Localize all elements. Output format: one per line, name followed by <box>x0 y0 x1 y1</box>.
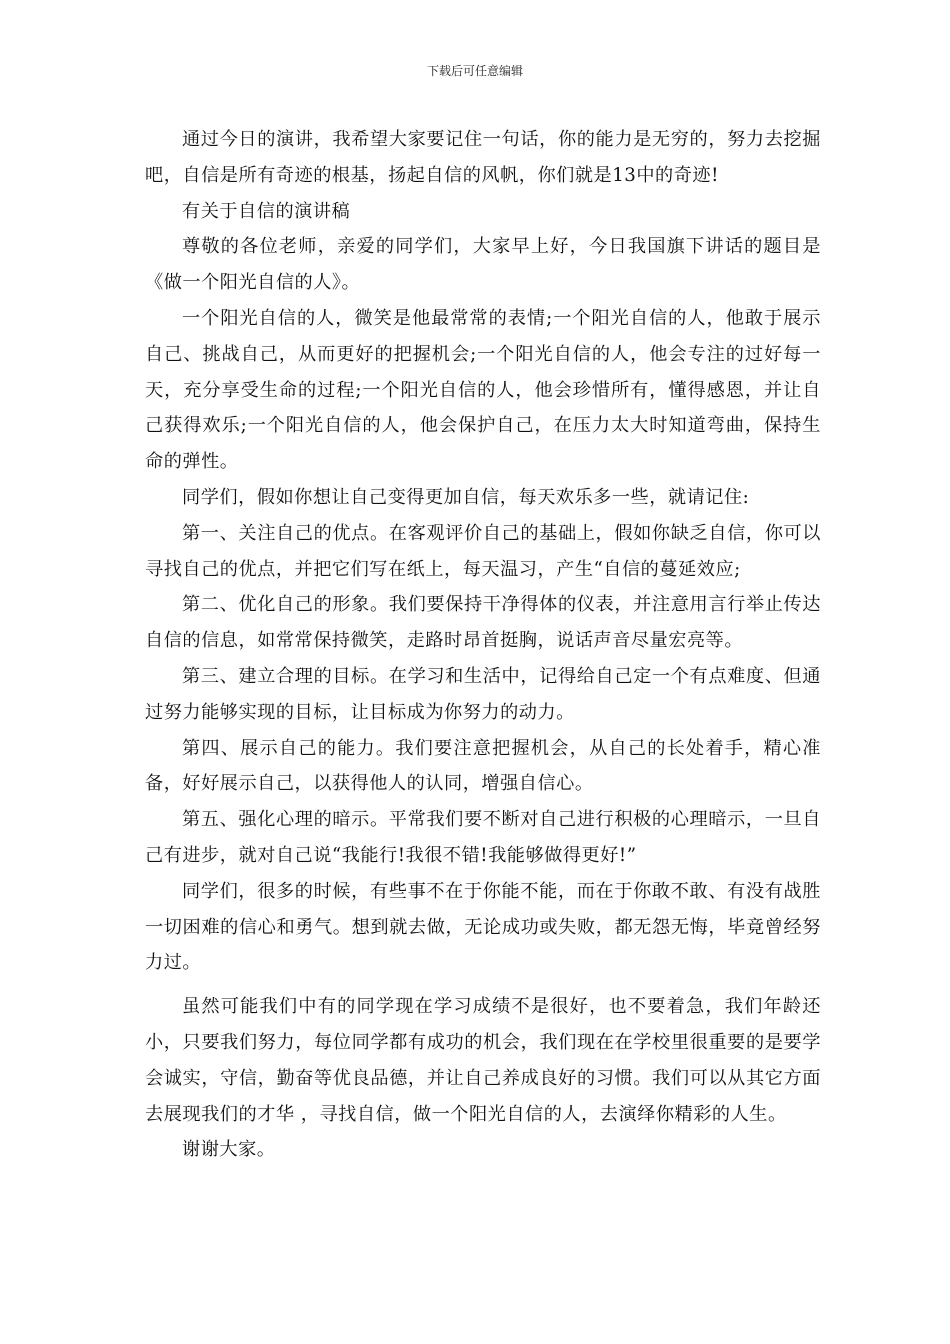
page-header: 下载后可任意编辑 <box>426 64 523 78</box>
paragraph-courage: 同学们，很多的时候，有些事不在于你能不能，而在于你敢不敢、有没有战胜一切困难的信心和勇气。想到就去做，无论成功或失败，都无怨无悔，毕竟曾经努力过。 <box>145 880 821 974</box>
paragraph-sunny-confident-person: 一个阳光自信的人，微笑是他最常常的表情;一个阳光自信的人，他敢于展示自己、挑战自己，从而更好的把握机会;一个阳光自信的人，他会专注的过好每一天，充分享受生命的过程;一个阳光自信的人，他会珍惜所有，懂得感恩，并让自己获得欢乐;一个阳光自信的人，他会保护自己，在压力太大时知道弯曲，保持生命的弹性。 <box>145 307 821 473</box>
paragraph-call-to-remember: 同学们，假如你想让自己变得更加自信，每天欢乐多一些，就请记住: <box>182 486 750 508</box>
section-title: 有关于自信的演讲稿 <box>182 200 351 222</box>
paragraph-point-five: 第五、强化心理的暗示。平常我们要不断对自己进行积极的心理暗示，一旦自己有进步，就对自己说“我能行!我很不错!我能够做得更好!” <box>145 809 821 866</box>
paragraph-point-three: 第三、建立合理的目标。在学习和生活中，记得给自己定一个有点难度、但通过努力能够实现的目标，让目标成为你努力的动力。 <box>145 665 821 723</box>
document-body <box>145 122 821 1168</box>
paragraph-point-two: 第二、优化自己的形象。我们要保持干净得体的仪表，并注意用言行举止传达自信的信息，如常常保持微笑，走路时昂首挺胸，说话声音尽量宏亮等。 <box>145 594 821 652</box>
paragraph-point-one: 第一、关注自己的优点。在客观评价自己的基础上，假如你缺乏自信，你可以寻找自己的优点，并把它们写在纸上，每天温习，产生“自信的蔓延效应; <box>145 522 821 580</box>
paragraph-thanks: 谢谢大家。 <box>182 1139 276 1161</box>
paragraph-greeting: 尊敬的各位老师，亲爱的同学们，大家早上好，今日我国旗下讲话的题目是《做一个阳光自信的人》。 <box>145 236 821 294</box>
paragraph-point-four: 第四、展示自己的能力。我们要注意把握机会，从自己的长处着手，精心准备，好好展示自己，以获得他人的认同，增强自信心。 <box>145 737 821 795</box>
paragraph-closing-summary: 通过今日的演讲，我希望大家要记住一句话，你的能力是无穷的，努力去挖掘吧，自信是所有奇迹的根基，扬起自信的风帆，你们就是13中的奇迹! <box>145 129 821 186</box>
paragraph-encouragement: 虽然可能我们中有的同学现在学习成绩不是很好，也不要着急，我们年龄还小，只要我们努力，每位同学都有成功的机会，我们现在在学校里很重要的是要学会诚实，守信，勤奋等优良品德，并让自己养成良好的习惯。我们可以从其它方面去展现我们的才华 ，寻找自信，做一个阳光自信的人，去演绎你精彩的人生。 <box>145 996 821 1125</box>
